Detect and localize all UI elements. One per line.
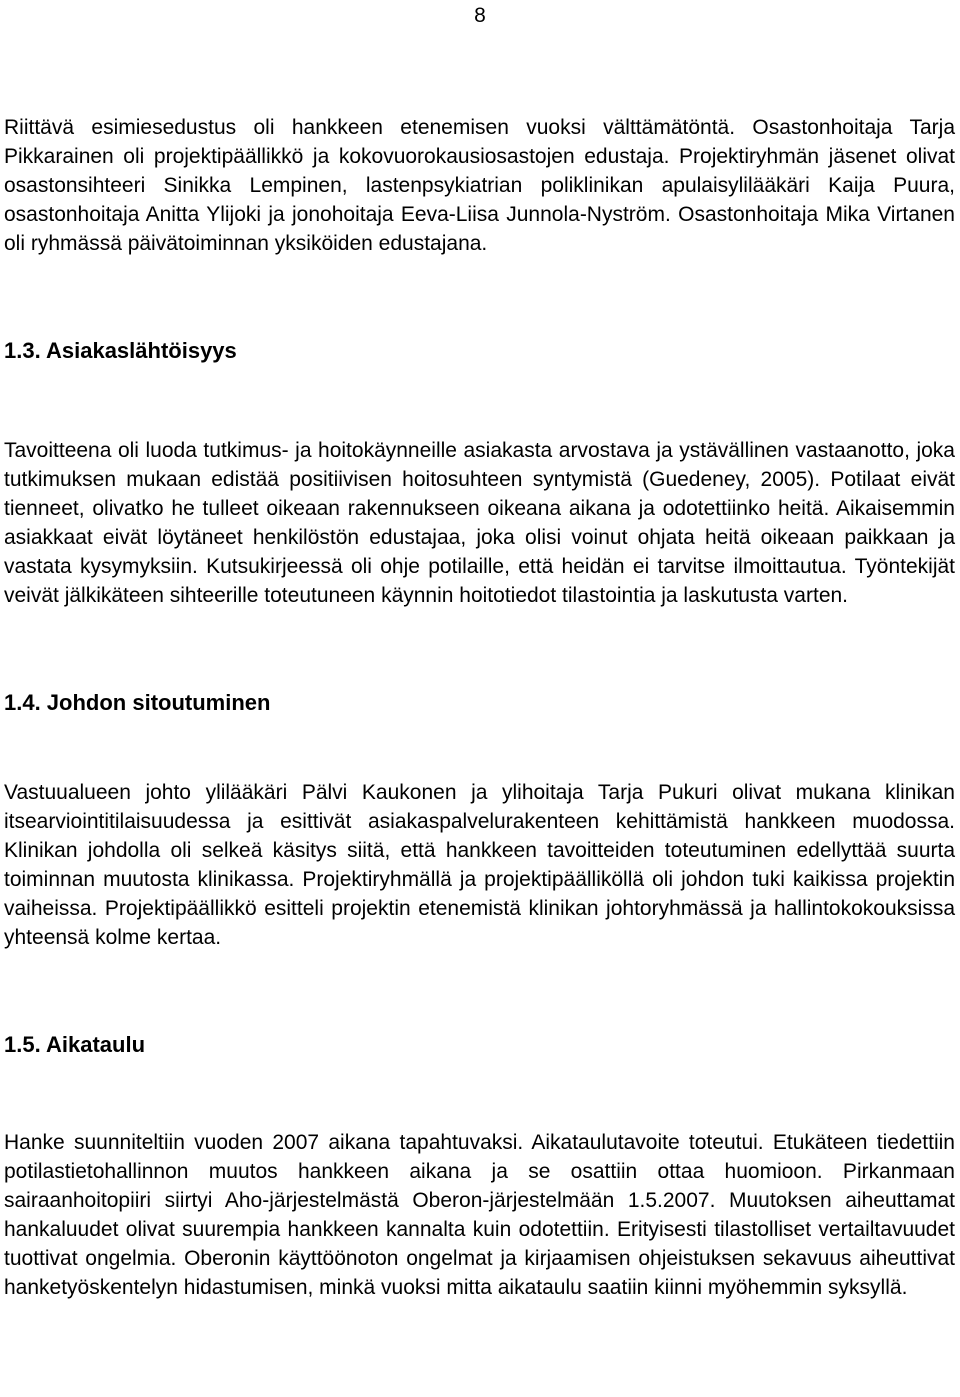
- document-body: [4, 113, 955, 1302]
- section-heading-johdon-sitoutuminen: 1.4. Johdon sitoutuminen: [4, 690, 271, 715]
- intro-paragraph: Riittävä esimiesedustus oli hankkeen etenemisen vuoksi välttämätöntä. Osastonhoitaja Tarja Pikkarainen oli projektipäällikkö ja kokovuorokausiosastojen edustaja. Projektiryhmän jäsenet olivat osastonsihteeri Sinikka Lempinen, lastenpsykiatrian poliklinikan apulaisylilääkäri Kaija Puura, osastonhoitaja Anitta Ylijoki ja jonohoitaja Eeva-Liisa Junnola-Nyström. Osastonhoitaja Mika Virtanen oli ryhmässä päivätoiminnan yksiköiden edustajana.: [4, 116, 955, 255]
- section-paragraph-johdon-sitoutuminen: Vastuualueen johto ylilääkäri Pälvi Kaukonen ja ylihoitaja Tarja Pukuri olivat mukana klinikan itsearviointitilaisuudessa ja esittivät asiakaspalvelurakenteen kehittämistä hankkeen muodossa. Klinikan johdolla oli selkeä käsitys siitä, että hankkeen tavoitteiden toteutuminen edellyttää suurta toiminnan muutosta klinikassa. Projektiryhmällä ja projektipäälliköllä oli johdon tuki kaikissa projektin vaiheissa. Projektipäällikkö esitteli projektin etenemistä klinikan johtoryhmässä ja hallintokokouksissa yhteensä kolme kertaa.: [4, 781, 955, 949]
- section-heading-aikataulu: 1.5. Aikataulu: [4, 1032, 146, 1057]
- page-number: 8: [474, 4, 486, 27]
- section-paragraph-aikataulu: Hanke suunniteltiin vuoden 2007 aikana tapahtuvaksi. Aikataulutavoite toteutui. Etukäteen tiedettiin potilastietohallinnon muutos hankkeen aikana ja se osattiin ottaa huomioon. Pirkanmaan sairaanhoitopiiri siirtyi Aho-järjestelmästä Oberon-järjestelmään 1.5.2007. Muutoksen aiheuttamat hankaluudet olivat suurempia hankkeen kannalta kuin odotettiin. Erityisesti tilastolliset vertailtavuudet tuottivat ongelmia. Oberonin käyttöönoton ongelmat ja kirjaamisen ohjeistuksen sekavuus aiheuttivat hanketyöskentelyn hidastumisen, minkä vuoksi mitta aikataulu saatiin kiinni myöhemmin syksyllä.: [4, 1131, 955, 1299]
- section-heading-asiakaslahtoisyys: 1.3. Asiakaslähtöisyys: [4, 338, 237, 363]
- section-paragraph-asiakaslahtoisyys: Tavoitteena oli luoda tutkimus- ja hoitokäynneille asiakasta arvostava ja ystävällinen vastaanotto, joka tutkimuksen mukaan edistää positiivisen hoitosuhteen syntymistä (Guedeney, 2005). Potilaat eivät tienneet, olivatko he tulleet oikeaan rakennukseen oikeana aikana ja odotettiinko heitä. Aikaisemmin asiakkaat eivät löytäneet henkilöstön edustajaa, joka olisi voinut ohjata heitä oikeaan paikkaan ja vastata kysymyksiin. Kutsukirjeessä oli ohje potilaille, että heidän ei tarvitse ilmoittautua. Työntekijät veivät jälkikäteen sihteerille toteutuneen käynnin hoitotiedot tilastointia ja laskutusta varten.: [4, 439, 955, 607]
